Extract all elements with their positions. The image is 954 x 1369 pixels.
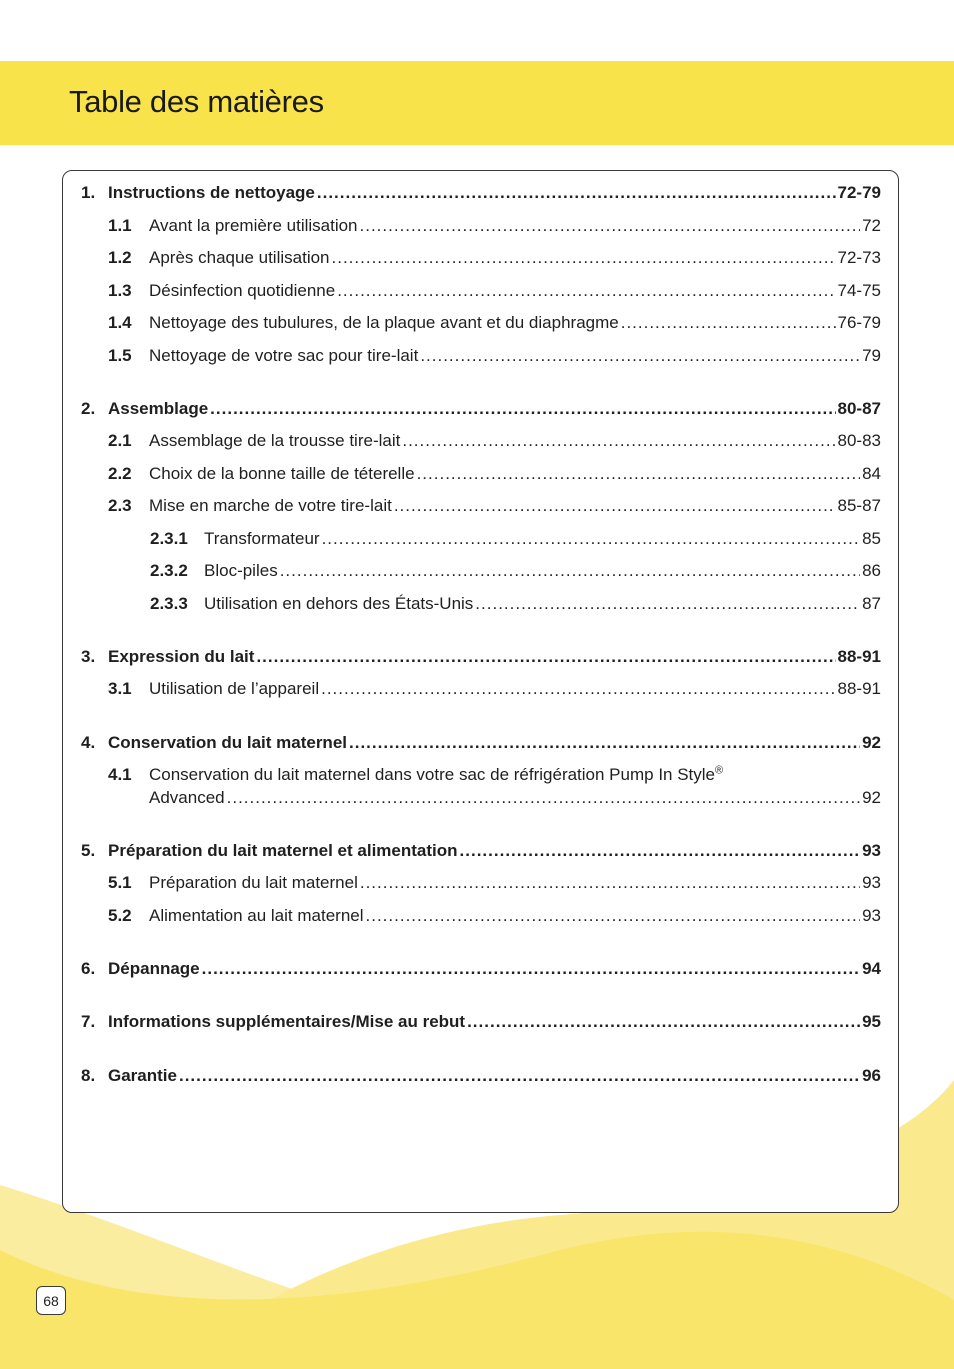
toc-page: 87 [862,594,881,613]
toc-title: Assemblage de la trousse tire-lait [149,431,401,450]
toc-title: Désinfection quotidienne [149,281,336,300]
toc-title: Mise en marche de votre tire-lait [149,496,392,515]
toc-title: Nettoyage des tubulures, de la plaque avant et du diaphragme [149,313,619,332]
leader-dots [360,216,861,236]
toc-number: 7. [81,1012,96,1031]
toc-page: 72-79 [837,183,881,202]
toc-number: 1.5 [108,346,132,365]
toc-title: Garantie [108,1066,177,1085]
leader-dots [467,1012,860,1032]
toc-section-6[interactable] [81,959,881,981]
toc-title: Instructions de nettoyage [108,183,315,202]
toc-number: 2.1 [108,431,132,450]
toc-page: 93 [862,906,881,925]
toc-number: 1.2 [108,248,132,267]
leader-dots [475,594,860,614]
toc-page: 85 [862,529,881,548]
toc-item-2-3-1[interactable] [150,529,881,551]
toc-page: 80-83 [837,431,881,450]
toc-item-4-1-line2[interactable] [149,788,881,810]
toc-item-5-1[interactable] [108,873,881,895]
toc-title: Alimentation au lait maternel [149,906,364,925]
toc-page: 79 [862,346,881,365]
toc-item-1-2[interactable] [108,248,881,270]
leader-dots [360,873,860,893]
toc-page: 96 [862,1066,881,1085]
toc-item-3-1[interactable] [108,679,881,701]
toc-section-4[interactable] [81,733,881,755]
toc-section-7[interactable] [81,1012,881,1034]
leader-dots [332,248,836,268]
toc-section-3[interactable] [81,647,881,669]
toc-page: 88-91 [837,679,881,698]
table-of-contents [62,170,899,1213]
toc-item-2-3-2[interactable] [150,561,881,583]
toc-page: 92 [862,788,881,807]
toc-number: 5.2 [108,906,132,925]
toc-page: 93 [862,873,881,892]
toc-number: 2.3.3 [150,594,188,613]
toc-title: Avant la première utilisation [149,216,358,235]
toc-page: 88-91 [837,647,881,666]
toc-number: 8. [81,1066,96,1085]
toc-title: Après chaque utilisation [149,248,330,267]
toc-number: 1. [81,183,96,202]
toc-section-2[interactable] [81,399,881,421]
toc-title: Préparation du lait maternel et alimentation [108,841,458,860]
toc-number: 5.1 [108,873,132,892]
leader-dots [460,841,861,861]
toc-page: 93 [862,841,881,860]
toc-page: 84 [862,464,881,483]
toc-number: 4.1 [108,765,132,784]
toc-title: Transformateur [204,529,320,548]
toc-item-1-4[interactable] [108,313,881,335]
toc-number: 3. [81,647,96,666]
leader-dots [227,788,860,808]
toc-title: Choix de la bonne taille de téterelle [149,464,415,483]
toc-number: 4. [81,733,96,752]
leader-dots [202,959,860,979]
toc-number: 2. [81,399,96,418]
toc-title: Informations supplémentaires/Mise au rebut [108,1012,466,1031]
toc-page: 80-87 [837,399,881,418]
leader-dots [402,431,835,451]
toc-number: 3.1 [108,679,132,698]
leader-dots [366,906,861,926]
toc-title: Bloc-piles [204,561,278,580]
toc-title: Conservation du lait maternel [108,733,347,752]
registered-mark: ® [715,764,724,777]
toc-number: 1.3 [108,281,132,300]
toc-section-8[interactable] [81,1066,881,1088]
toc-page: 95 [862,1012,881,1031]
toc-page: 85-87 [837,496,881,515]
toc-item-2-3[interactable] [108,496,881,518]
toc-item-5-2[interactable] [108,906,881,928]
toc-page: 74-75 [837,281,881,300]
toc-title: Nettoyage de votre sac pour tire-lait [149,346,419,365]
toc-title: Utilisation en dehors des États-Unis [204,594,474,613]
toc-item-2-2[interactable] [108,464,881,486]
leader-dots [321,679,835,699]
leader-dots [394,496,836,516]
leader-dots [322,529,861,549]
toc-number: 5. [81,841,96,860]
toc-number: 1.1 [108,216,132,235]
toc-number: 1.4 [108,313,132,332]
leader-dots [337,281,835,301]
toc-page: 72-73 [837,248,881,267]
toc-number: 6. [81,959,96,978]
leader-dots [420,346,860,366]
toc-page: 76-79 [837,313,881,332]
toc-page: 94 [862,959,881,978]
toc-item-2-3-3[interactable] [150,594,881,616]
page-number-badge: 68 [36,1286,66,1315]
toc-item-1-3[interactable] [108,281,881,303]
toc-number: 2.3 [108,496,132,515]
toc-number: 2.3.2 [150,561,188,580]
toc-item-4-1-line1[interactable] [108,765,881,785]
toc-number: 2.3.1 [150,529,188,548]
leader-dots [621,313,836,333]
leader-dots [280,561,860,581]
leader-dots [256,647,835,667]
toc-title: Dépannage [108,959,200,978]
toc-title: Advanced [149,788,225,807]
toc-section-5[interactable] [81,841,881,863]
toc-title: Expression du lait [108,647,255,666]
leader-dots [417,464,861,484]
toc-title: Préparation du lait maternel [149,873,358,892]
toc-section-1[interactable] [81,183,881,205]
leader-dots [179,1066,860,1086]
leader-dots [317,183,836,203]
toc-item-2-1[interactable] [108,431,881,453]
page-title: Table des matières [69,84,324,119]
leader-dots [210,399,835,419]
toc-title: Utilisation de l’appareil [149,679,320,698]
toc-page: 92 [862,733,881,752]
toc-item-1-5[interactable] [108,346,881,368]
toc-number: 2.2 [108,464,132,483]
leader-dots [349,733,860,753]
toc-title: Assemblage [108,399,209,418]
toc-title: Conservation du lait maternel dans votre sac de réfrigération Pump In Style [149,765,716,784]
toc-page: 86 [862,561,881,580]
toc-page: 72 [862,216,881,235]
toc-item-1-1[interactable] [108,216,881,238]
